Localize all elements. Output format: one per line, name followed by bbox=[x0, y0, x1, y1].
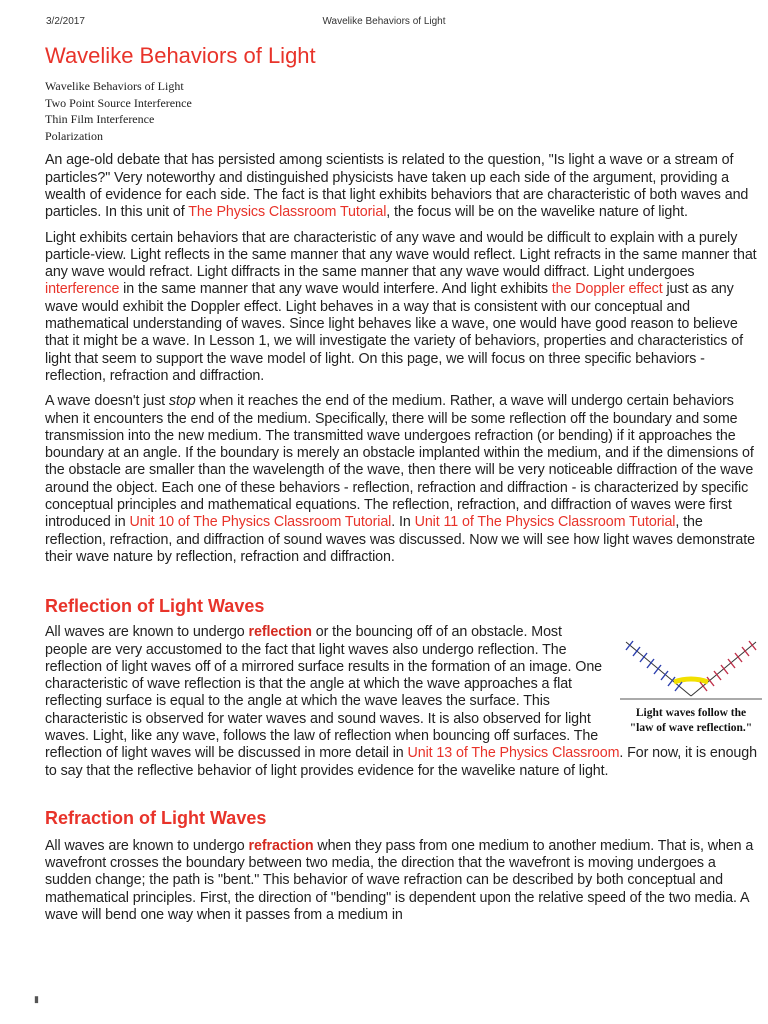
toc-item[interactable]: Thin Film Interference bbox=[45, 112, 155, 127]
text: . In bbox=[391, 514, 415, 531]
refraction-heading: Refraction of Light Waves bbox=[45, 807, 267, 828]
text: . For now, it is enough to say that the reflective behavior of light provides evidence for the wavelike nature of light. bbox=[45, 745, 757, 779]
print-header bbox=[0, 16, 768, 30]
doppler-effect-link[interactable]: the Doppler effect bbox=[551, 281, 663, 298]
intro-paragraph bbox=[45, 152, 763, 221]
text: when it reaches the end of the medium. Rather, a wave will undergo certain behaviors when it encounters the end of the medium. Specifically, there will be some reflection off the boundary and some transmission into the new medium. The transmitted wave undergoes refraction (or bending) if it approaches the boundary at an angle. If the boundary is merely an obstacle implanted within the medium, and if the dimensions of the obstacle are smaller than the wavelength of the wave, then there will be very noticeable diffraction of the wave around the object. Each one of these behaviors - reflection, refraction and diffraction - is characterized by specific conceptual principles and mathematical equations. The reflection, refraction, and diffraction of waves were first introduced in bbox=[45, 393, 754, 531]
unit-11-link[interactable]: Unit 11 of The Physics Classroom Tutorial bbox=[414, 514, 676, 531]
figure-caption bbox=[611, 706, 768, 736]
text: , the reflection, refraction, and diffraction of sound waves was discussed. Now we will see how light waves demonstrate their wave nature by reflection, refraction and diffraction. bbox=[45, 514, 755, 565]
text: All waves are known to undergo bbox=[45, 624, 249, 641]
print-title: Wavelike Behaviors of Light bbox=[322, 16, 446, 27]
unit-13-link[interactable]: Unit 13 of The Physics Classroom bbox=[407, 745, 620, 762]
toc-item[interactable]: Polarization bbox=[45, 128, 103, 143]
text: just as any wave would exhibit the Doppler effect. Light behaves in a way that is consistent with our conceptual and mathematical understanding of waves. Since light behaves like a wave, one would have good reason to believe that it might be a wave. In Lesson 1, we will investigate the variety of behaviors, properties and characteristics of light that seem to support the wave model of light. On this page, we will focus on three specific behaviors - reflection, refraction and diffraction. bbox=[45, 281, 743, 384]
table-of-contents bbox=[45, 78, 763, 144]
boundary-behavior-paragraph bbox=[45, 393, 763, 566]
article bbox=[45, 40, 763, 924]
text: Light exhibits certain behaviors that are characteristic of any wave and would be difficult to explain with a purely particle-view. Light reflects in the same manner that any wave would reflect. Light refracts in the same manner that any wave would refract. Light diffracts in the same manner that any wave would diffract. Light undergoes bbox=[45, 229, 757, 281]
interference-link[interactable]: interference bbox=[45, 281, 120, 298]
refraction-term: refraction bbox=[248, 837, 314, 854]
text: An age-old debate that has persisted among scientists is related to the question, "Is light a wave or a stream of particles?" Very noteworthy and distinguished physicists have taken up each side of the argument, providing a wealth of evidence for each side. The fact is that light exhibits behaviors that are characteristic of both waves and particles. In this unit of bbox=[45, 152, 749, 221]
reflection-heading: Reflection of Light Waves bbox=[45, 596, 265, 617]
page-edge-marker: ▮ bbox=[34, 994, 39, 1004]
page-title: Wavelike Behaviors of Light bbox=[45, 43, 316, 68]
text: in the same manner that any wave would interfere. And light exhibits bbox=[119, 281, 552, 298]
text: , the focus will be on the wavelike nature of light. bbox=[386, 204, 688, 221]
toc-item[interactable]: Wavelike Behaviors of Light bbox=[45, 79, 184, 93]
reflection-section bbox=[45, 624, 763, 780]
reflection-figure bbox=[611, 636, 768, 736]
toc-item[interactable]: Two Point Source Interference bbox=[45, 95, 192, 110]
text: or the bouncing off of an obstacle. Most people are very accustomed to the fact that light waves also undergo reflection. The reflection of light waves off of a mirrored surface results in the formation of an image. One characteristic of wave reflection is that the angle at which the wave approaches a flat reflecting surface is equal to the angle at which the wave leaves the surface. This characteristic is observed for water waves and sound waves. It is also observed for light waves. Light, like any wave, follows the law of reflection when bouncing off surfaces. The reflection of light waves will be discussed in more detail in bbox=[45, 624, 603, 762]
text: A wave doesn't just bbox=[45, 393, 169, 410]
print-date: 3/2/2017 bbox=[46, 16, 85, 27]
reflection-term: reflection bbox=[248, 624, 312, 641]
wave-reflection-diagram-icon bbox=[616, 636, 766, 704]
refraction-paragraph bbox=[45, 838, 763, 924]
caption-line: Light waves follow the bbox=[635, 707, 747, 720]
behaviors-paragraph bbox=[45, 230, 763, 386]
physics-classroom-tutorial-link[interactable]: The Physics Classroom Tutorial bbox=[188, 204, 387, 221]
unit-10-link[interactable]: Unit 10 of The Physics Classroom Tutorial bbox=[129, 514, 392, 531]
caption-line: "law of wave reflection." bbox=[629, 722, 753, 735]
emphasis-stop: stop bbox=[168, 393, 196, 410]
text: when they pass from one medium to another medium. That is, when a wavefront crosses the boundary between two media, the direction that the wavefront is moving undergoes a sudden change; the path is "bent." This behavior of wave refraction can be described by both conceptual and mathematical principles. First, the direction of "bending" is dependent upon the relative speed of the two media. A wave will bend one way when it passes from a medium in bbox=[45, 837, 754, 924]
text: All waves are known to undergo bbox=[45, 837, 249, 854]
